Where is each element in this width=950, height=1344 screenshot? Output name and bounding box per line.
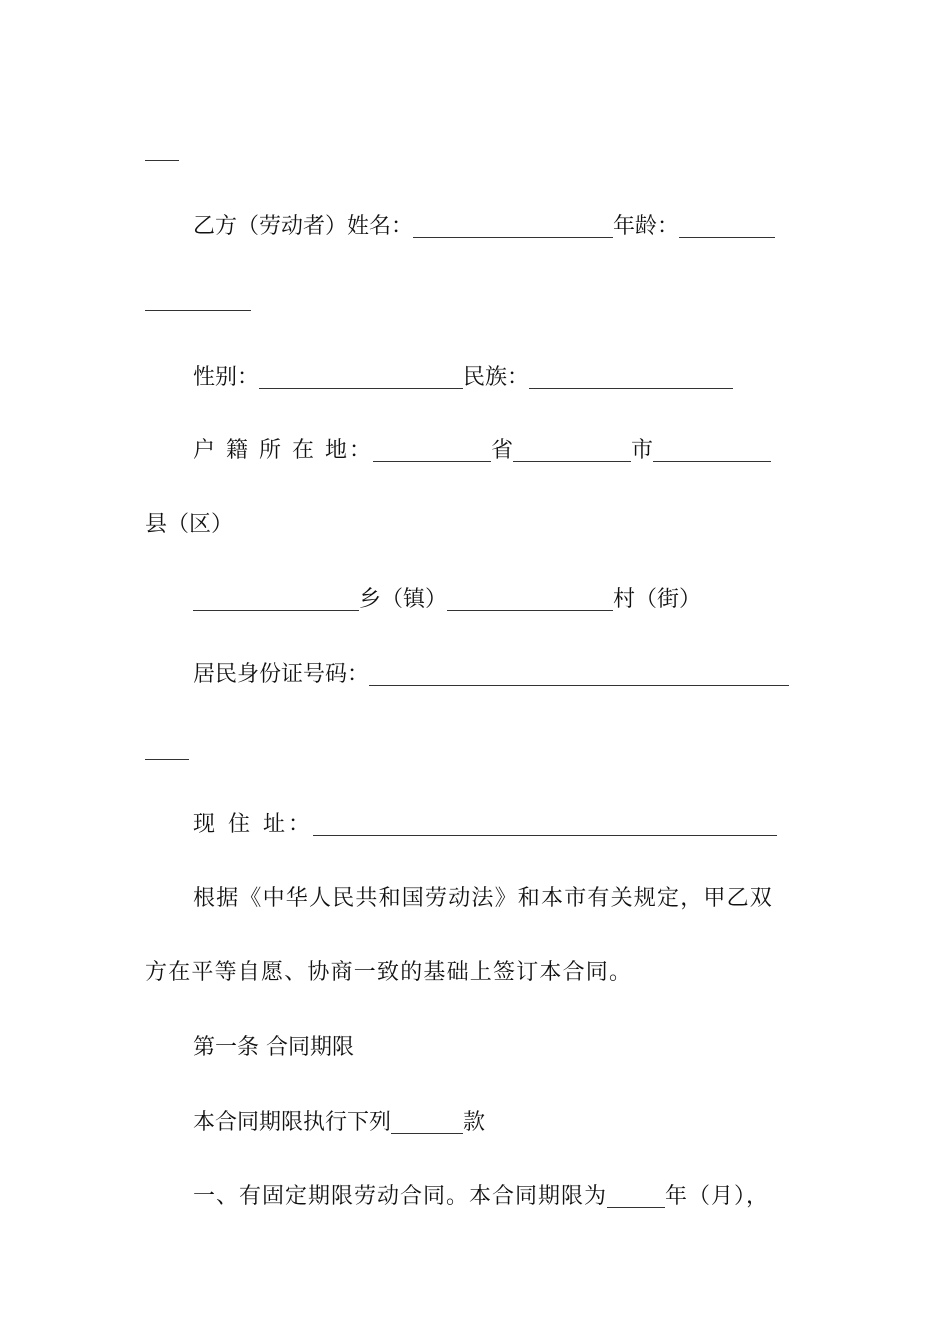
fixed-term-prefix: 一、有固定期限劳动合同。本合同期限为	[193, 1184, 608, 1209]
line-hukou	[193, 436, 771, 466]
address-label: 现 住 址：	[193, 812, 313, 837]
paragraph-basis-line-2	[145, 958, 632, 988]
village-label: 村（街）	[613, 587, 702, 612]
line-county	[145, 510, 233, 540]
age-blank[interactable]	[679, 237, 775, 238]
line-underline-continuation-3	[145, 734, 189, 764]
term-clause-blank[interactable]	[391, 1133, 463, 1134]
id-number-blank[interactable]	[369, 685, 789, 686]
article-1-title: 第一条 合同期限	[193, 1035, 354, 1060]
line-current-address	[193, 810, 777, 840]
village-blank[interactable]	[447, 610, 613, 611]
fixed-term-suffix: 年（月），	[665, 1184, 770, 1209]
basis-text-2: 方在平等自愿、协商一致的基础上签订本合同。	[145, 960, 633, 985]
blank-underline[interactable]	[145, 310, 251, 311]
city-blank[interactable]	[513, 461, 631, 462]
province-label: 省	[490, 438, 513, 463]
blank-underline[interactable]	[145, 160, 179, 161]
line-township-village	[193, 585, 701, 615]
hukou-label: 户 籍 所 在 地：	[193, 438, 373, 463]
term-clause-suffix: 款	[463, 1110, 486, 1135]
line-underline-continuation-1	[145, 135, 179, 165]
ethnicity-blank[interactable]	[529, 388, 733, 389]
line-name-age	[193, 212, 775, 242]
basis-text-1: 根据《中华人民共和国劳动法》和本市有关规定，甲乙双	[193, 886, 774, 911]
line-fixed-term-clause	[193, 1182, 769, 1212]
county-label: 县（区）	[145, 512, 234, 537]
paragraph-basis-line-1	[193, 884, 773, 914]
fixed-term-blank[interactable]	[607, 1207, 665, 1208]
term-clause-prefix: 本合同期限执行下列	[193, 1110, 392, 1135]
ethnicity-label: 民族：	[463, 365, 530, 390]
township-label: 乡（镇）	[359, 587, 448, 612]
article-1-heading	[193, 1033, 354, 1063]
line-term-clause	[193, 1108, 485, 1138]
line-gender-ethnicity	[193, 363, 733, 393]
county-blank[interactable]	[653, 461, 771, 462]
age-label: 年龄：	[613, 214, 680, 239]
line-underline-continuation-2	[145, 285, 251, 315]
province-blank[interactable]	[373, 461, 491, 462]
address-blank[interactable]	[313, 835, 777, 836]
township-blank[interactable]	[193, 610, 359, 611]
name-label: 乙方（劳动者）姓名：	[193, 214, 414, 239]
gender-blank[interactable]	[259, 388, 463, 389]
line-id-number	[193, 660, 789, 690]
name-blank[interactable]	[413, 237, 613, 238]
blank-underline[interactable]	[145, 759, 189, 760]
city-label: 市	[631, 438, 654, 463]
id-number-label: 居民身份证号码：	[193, 662, 370, 687]
gender-label: 性别：	[193, 365, 260, 390]
